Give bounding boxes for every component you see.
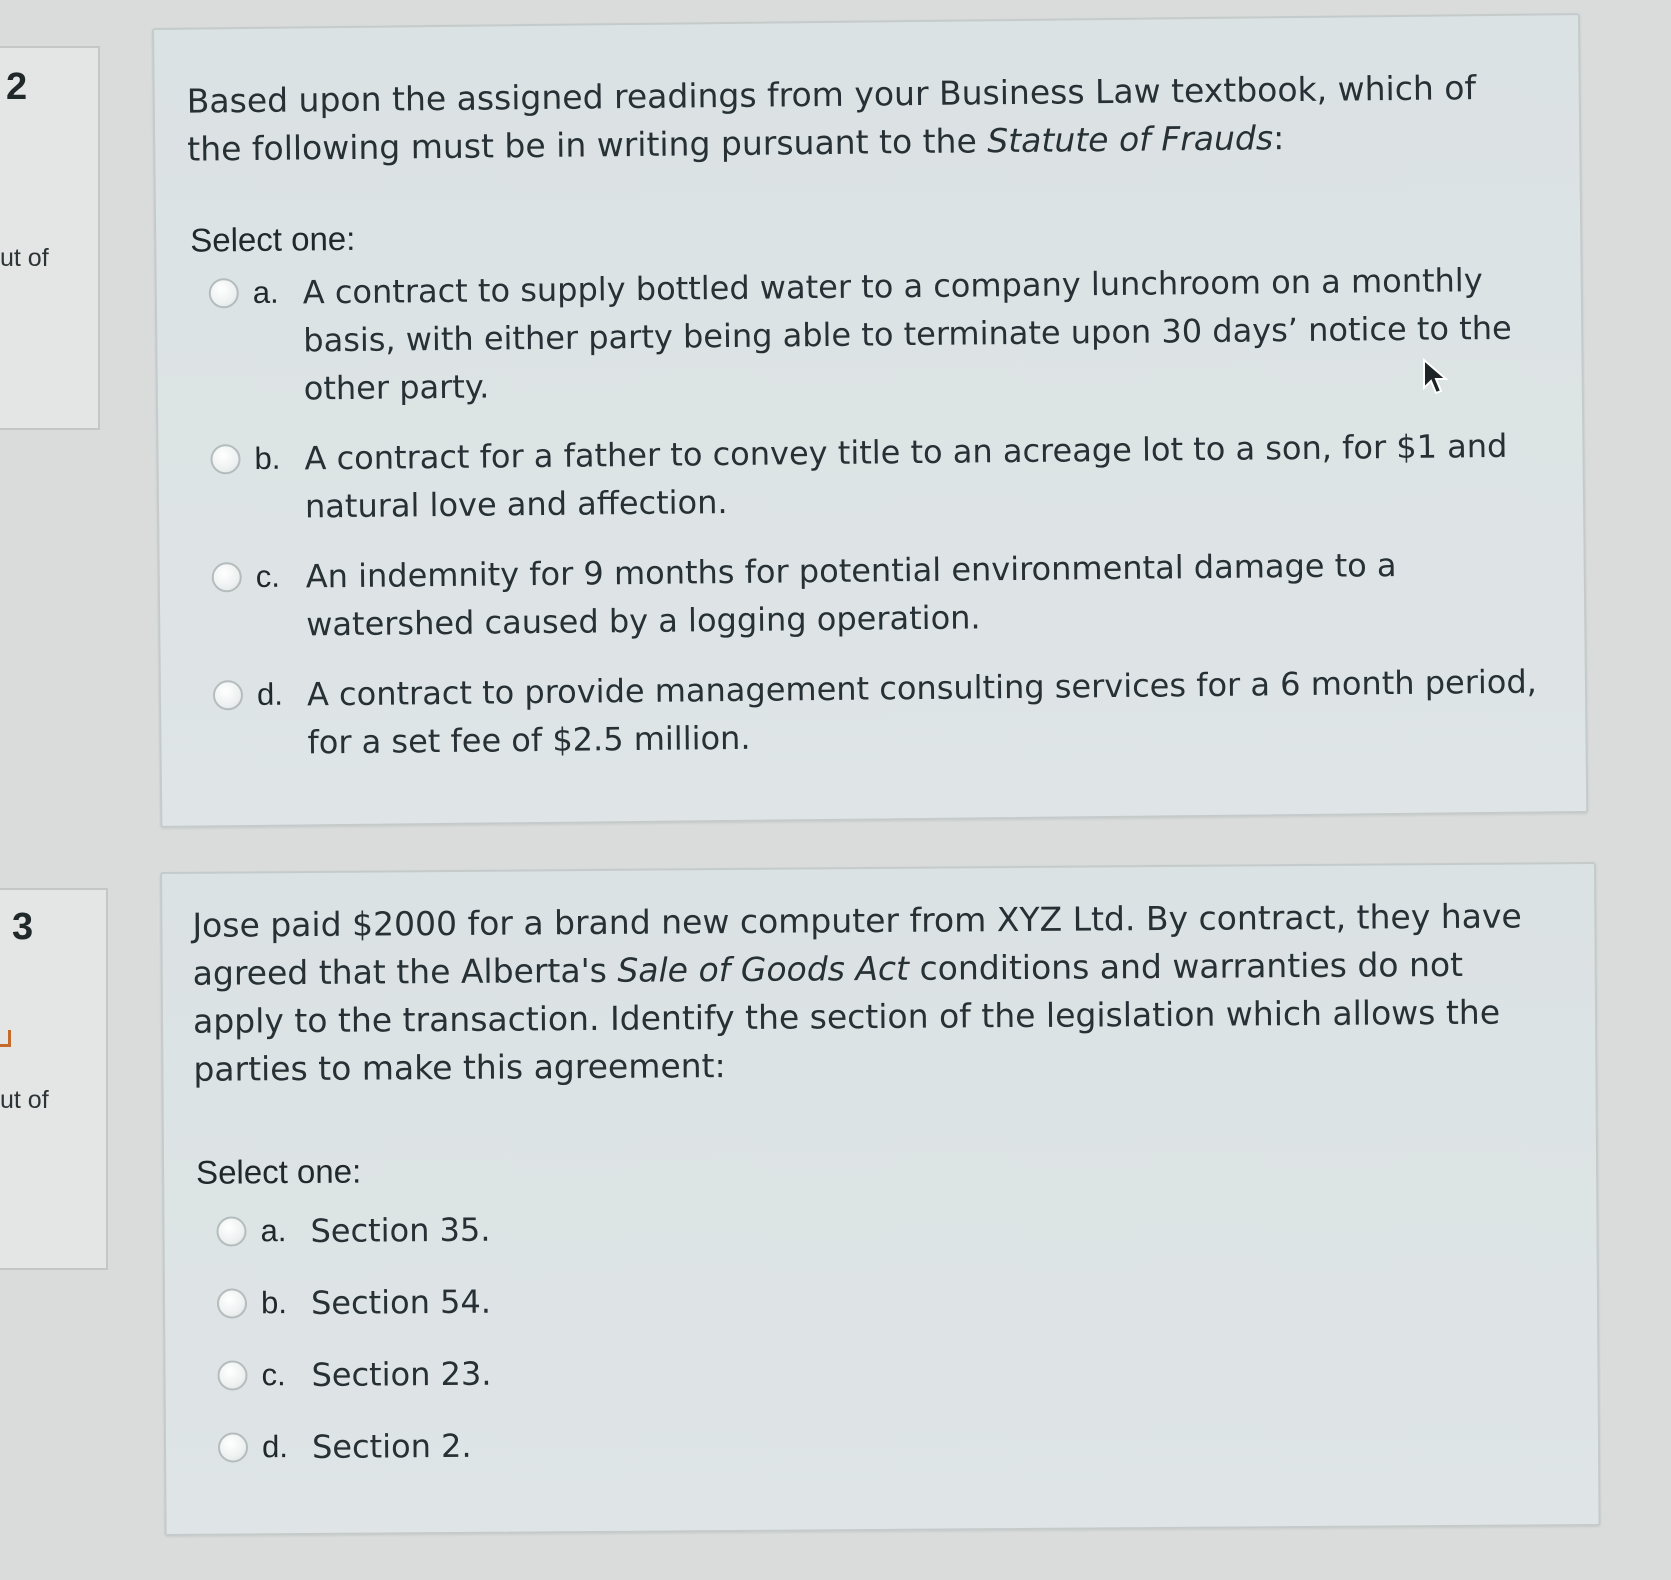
mark-status: ut of <box>0 1086 49 1114</box>
radio-button-icon[interactable] <box>213 680 243 710</box>
option-text: Section 54. <box>310 1282 492 1322</box>
radio-button-icon[interactable] <box>218 1432 248 1462</box>
option-text: Section 2. <box>311 1426 472 1466</box>
select-one-label: Select one: <box>195 1152 362 1191</box>
answer-option-b[interactable] <box>217 1275 917 1352</box>
option-text: A contract to provide management consulting services for a 6 month period, for a set fee of $2.5 million. <box>306 662 1538 762</box>
option-text: A contract to supply bottled water to a company lunchroom on a monthly basis, with either party being able to terminate upon 30 days’ notice to the other party. <box>302 261 1512 408</box>
radio-button-icon[interactable] <box>212 562 242 592</box>
question-info-q2 <box>0 46 100 430</box>
radio-button-icon[interactable] <box>210 444 240 474</box>
option-letter: b. <box>260 1285 287 1321</box>
option-letter: b. <box>254 440 281 476</box>
answer-option-d[interactable] <box>213 657 1544 767</box>
answer-option-b[interactable] <box>210 421 1541 531</box>
question-card-q2 <box>152 13 1588 828</box>
question-number: 2 <box>6 66 28 108</box>
answer-option-c[interactable] <box>212 539 1543 649</box>
mark-status: ut of <box>0 244 49 272</box>
answer-option-c[interactable] <box>217 1347 917 1424</box>
option-letter: a. <box>252 274 279 310</box>
answer-option-a[interactable] <box>216 1203 916 1280</box>
select-one-label: Select one: <box>190 219 356 259</box>
radio-button-icon[interactable] <box>216 1216 246 1246</box>
option-letter: d. <box>256 676 284 712</box>
answer-options <box>209 255 1544 789</box>
question-card-q3 <box>160 862 1601 1536</box>
option-text: A contract for a father to convey title to an acreage lot to a son, for $1 and natural love and affection. <box>304 426 1508 526</box>
mouse-pointer-icon <box>1420 358 1450 398</box>
question-text: Jose paid $2000 for a brand new computer from XYZ Ltd. By contract, they have agreed that the Alberta's Sale of Goods Act conditions and warranties do not apply to the transaction. Identify the section of the legislation which allows the parties to make this agreement: <box>192 896 1522 1089</box>
option-letter: c. <box>261 1357 286 1393</box>
question-text: Based upon the assigned readings from your Business Law textbook, which of the following must be in writing pursuant to the Statute of Frauds: <box>186 68 1477 169</box>
answer-option-d[interactable] <box>218 1419 918 1496</box>
option-text: Section 35. <box>310 1210 491 1250</box>
answer-option-a[interactable] <box>209 255 1540 413</box>
flag-icon[interactable] <box>0 1030 11 1047</box>
radio-button-icon[interactable] <box>217 1288 247 1318</box>
option-letter: c. <box>255 558 281 594</box>
question-number: 3 <box>12 906 34 948</box>
radio-button-icon[interactable] <box>217 1360 247 1390</box>
option-text: An indemnity for 9 months for potential environmental damage to a watershed caused by a logging operation. <box>305 545 1397 644</box>
radio-button-icon[interactable] <box>209 278 239 308</box>
question-info-q3 <box>0 888 108 1270</box>
option-letter: d. <box>261 1429 288 1465</box>
option-letter: a. <box>260 1213 287 1249</box>
option-text: Section 23. <box>311 1354 492 1394</box>
answer-options <box>216 1203 918 1496</box>
